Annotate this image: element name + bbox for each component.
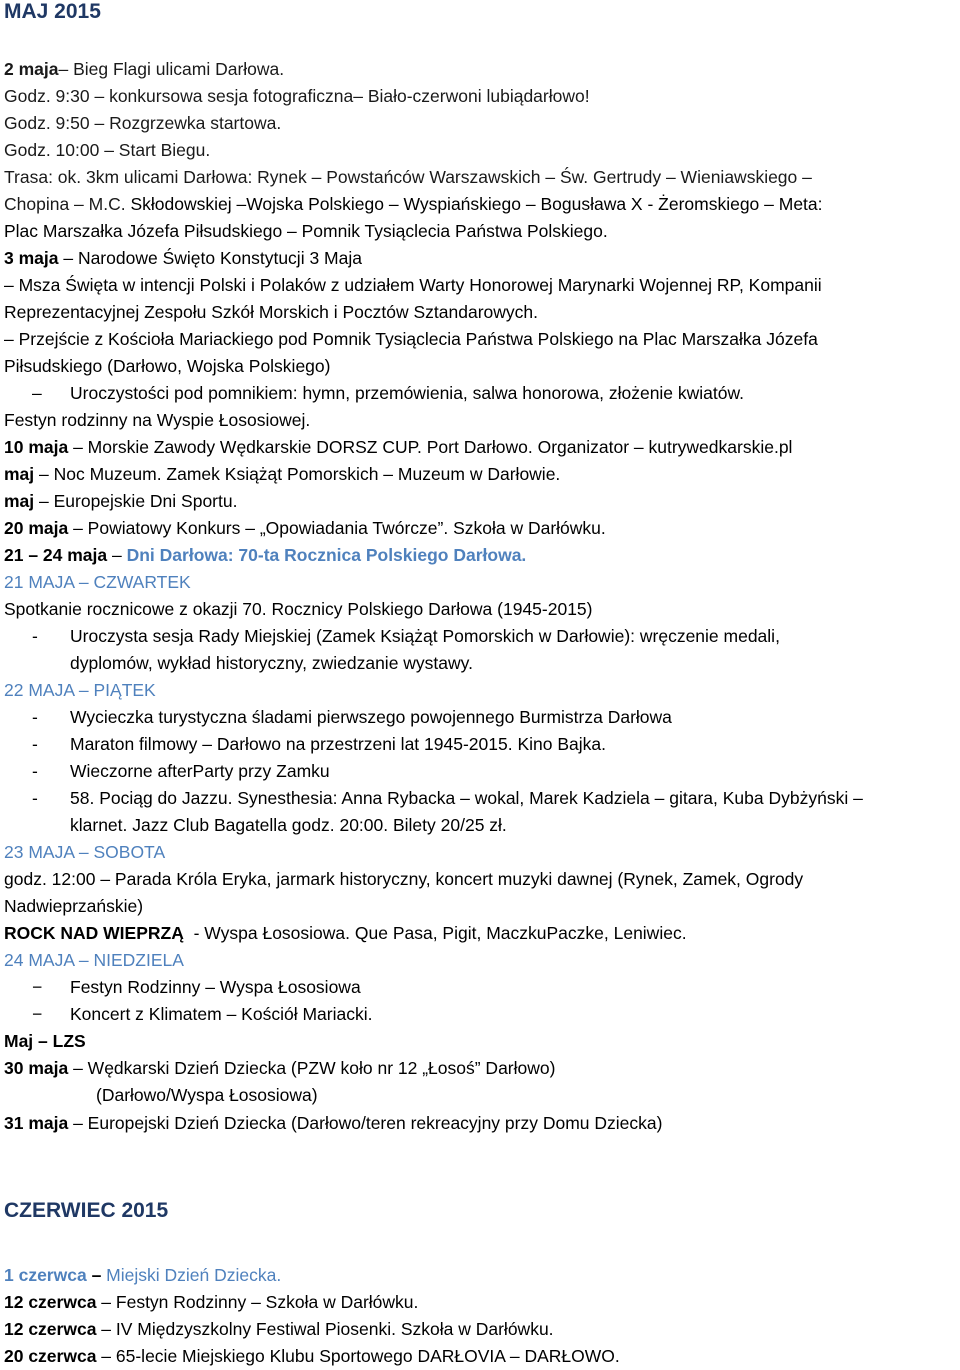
event-line: Reprezentacyjnej Zespołu Szkół Morskich i Pocztów Sztandarowych. — [4, 302, 538, 322]
event-line: 2 maja– Bieg Flagi ulicami Darłowa. — [4, 59, 285, 79]
event-line: Maraton filmowy – Darłowo na przestrzeni lat 1945-2015. Kino Bajka. — [70, 734, 606, 754]
event-line: dyplomów, wykład historyczny, zwiedzanie wystawy. — [70, 653, 473, 673]
event-line: – Msza Święta w intencji Polski i Polaków z udziałem Warty Honorowej Marynarki Wojennej RP, Kompanii — [4, 275, 822, 295]
day-heading-24: 24 MAJA – NIEDZIELA — [4, 950, 184, 970]
event-line: 21 – 24 maja – Dni Darłowa: 70-ta Rocznica Polskiego Darłowa. — [4, 545, 527, 565]
event-line: Plac Marszałka Józefa Piłsudskiego – Pomnik Tysiąclecia Państwa Polskiego. — [4, 221, 608, 241]
event-line: Festyn rodzinny na Wyspie Łososiowej. — [4, 410, 311, 430]
event-line: 1 czerwca – Miejski Dzień Dziecka. — [4, 1265, 282, 1285]
event-line: godz. 12:00 – Parada Króla Eryka, jarmark historyczny, koncert muzyki dawnej (Rynek, Zamek, Ogrody — [4, 869, 804, 889]
event-line: maj – Noc Muzeum. Zamek Książąt Pomorskich – Muzeum w Darłowie. — [4, 464, 561, 484]
event-line: Koncert z Klimatem – Kościół Mariacki. — [70, 1004, 373, 1024]
event-line: Trasa: ok. 3km ulicami Darłowa: Rynek – Powstańców Warszawskich – Św. Gertrudy – Wieniawskiego – — [4, 167, 812, 187]
event-line: Nadwieprzańskie) — [4, 896, 144, 916]
event-line: 30 maja – Wędkarski Dzień Dziecka (PZW koło nr 12 „Łosoś” Darłowo) — [4, 1058, 556, 1078]
event-line: Wieczorne afterParty przy Zamku — [70, 761, 330, 781]
list-dash: − — [32, 977, 43, 997]
event-line: Godz. 9:30 – konkursowa sesja fotograficzna– Biało-czerwoni lubiądarłowo! — [4, 86, 590, 106]
event-line: Wycieczka turystyczna śladami pierwszego powojennego Burmistrza Darłowa — [70, 707, 672, 727]
list-dash: – — [32, 383, 42, 403]
event-line: maj – Europejskie Dni Sportu. — [4, 491, 238, 511]
event-line: – Przejście z Kościoła Mariackiego pod Pomnik Tysiąclecia Państwa Polskiego na Plac Marszałka Józefa — [4, 329, 818, 349]
event-line: Piłsudskiego (Darłowo, Wojska Polskiego) — [4, 356, 331, 376]
event-line: 3 maja – Narodowe Święto Konstytucji 3 Maja — [4, 248, 362, 268]
event-line: Spotkanie rocznicowe z okazji 70. Rocznicy Polskiego Darłowa (1945-2015) — [4, 599, 593, 619]
event-line: Godz. 10:00 – Start Biegu. — [4, 140, 211, 160]
event-line: (Darłowo/Wyspa Łososiowa) — [96, 1085, 318, 1105]
day-heading-22: 22 MAJA – PIĄTEK — [4, 680, 156, 700]
list-dash: - — [32, 761, 38, 781]
event-line: 58. Pociąg do Jazzu. Synesthesia: Anna Rybacka – wokal, Marek Kadziela – gitara, Kuba Dybżyński – — [70, 788, 863, 808]
event-line: 12 czerwca – Festyn Rodzinny – Szkoła w Darłówku. — [4, 1292, 419, 1312]
list-dash: - — [32, 788, 38, 808]
event-line: Uroczystości pod pomnikiem: hymn, przemówienia, salwa honorowa, złożenie kwiatów. — [70, 383, 745, 403]
day-heading-23: 23 MAJA – SOBOTA — [4, 842, 166, 862]
event-line: Chopina – M.C. Skłodowskiej –Wojska Polskiego – Wyspiańskiego – Bogusława X - Żeromskiego – Meta: — [4, 194, 823, 214]
day-heading-21: 21 MAJA – CZWARTEK — [4, 572, 191, 592]
list-dash: - — [32, 707, 38, 727]
list-dash: − — [32, 1004, 43, 1024]
event-line: 20 maja – Powiatowy Konkurs – „Opowiadania Twórcze”. Szkoła w Darłówku. — [4, 518, 606, 538]
event-line: ROCK NAD WIEPRZĄ - Wyspa Łososiowa. Que Pasa, Pigit, MaczkuPaczke, Leniwiec. — [4, 923, 687, 943]
list-dash: - — [32, 734, 38, 754]
may-heading: MAJ 2015 — [4, 0, 101, 23]
event-line: Festyn Rodzinny – Wyspa Łososiowa — [70, 977, 361, 997]
event-line: klarnet. Jazz Club Bagatella godz. 20:00. Bilety 20/25 zł. — [70, 815, 507, 835]
event-line: Uroczysta sesja Rady Miejskiej (Zamek Książąt Pomorskich w Darłowie): wręczenie medali, — [70, 626, 780, 646]
lzs-heading: Maj – LZS — [4, 1031, 86, 1051]
june-heading: CZERWIEC 2015 — [4, 1199, 169, 1222]
event-line: 31 maja – Europejski Dzień Dziecka (Darłowo/teren rekreacyjny przy Domu Dziecka) — [4, 1113, 663, 1133]
event-line: 20 czerwca – 65-lecie Miejskiego Klubu Sportowego DARŁOVIA – DARŁOWO. — [4, 1346, 620, 1366]
list-dash: - — [32, 626, 38, 646]
event-line: 10 maja – Morskie Zawody Wędkarskie DORSZ CUP. Port Darłowo. Organizator – kutrywedkarskie.pl — [4, 437, 793, 457]
event-line: 12 czerwca – IV Międzyszkolny Festiwal Piosenki. Szkoła w Darłówku. — [4, 1319, 554, 1339]
event-line: Godz. 9:50 – Rozgrzewka startowa. — [4, 113, 282, 133]
